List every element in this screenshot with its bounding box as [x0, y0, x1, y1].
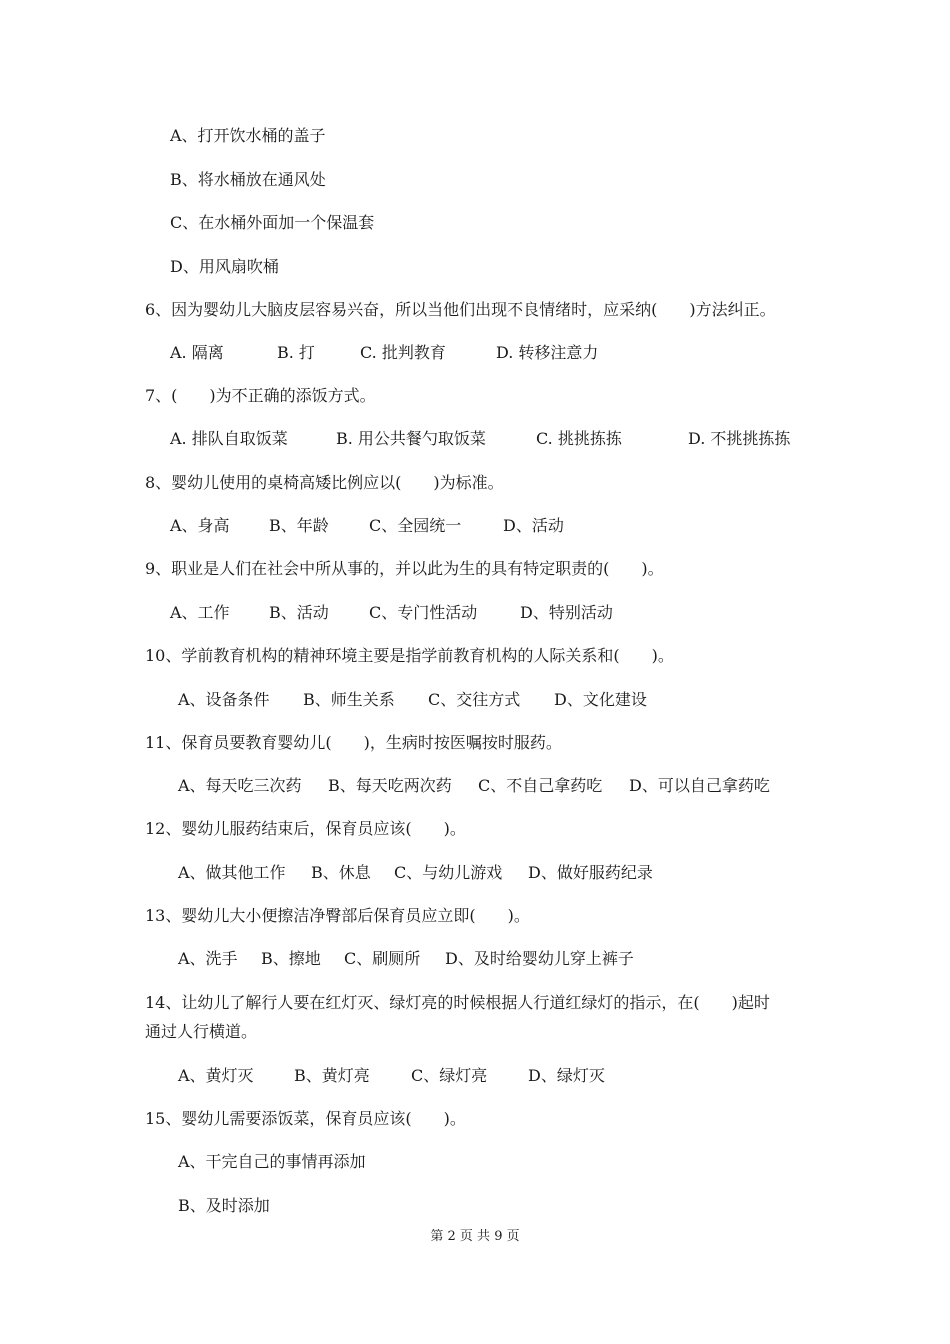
question-14-stem-line2: 通过人行横道。	[145, 1022, 258, 1041]
question-7-options	[0, 428, 950, 450]
q14-option-b: B、黄灯亮	[294, 1066, 370, 1085]
q5-option-a: A、打开饮水桶的盖子	[170, 126, 326, 145]
q8-option-a: A、身高	[170, 516, 230, 535]
q9-option-c: C、专门性活动	[369, 603, 478, 622]
question-11-options	[0, 775, 950, 797]
q8-option-b: B、年龄	[269, 516, 329, 535]
q8-option-c: C、全园统一	[369, 516, 462, 535]
question-9-options	[0, 602, 950, 624]
question-6-options	[0, 342, 950, 364]
question-10-stem: 10、学前教育机构的精神环境主要是指学前教育机构的人际关系和( )。	[145, 646, 674, 665]
question-13-stem: 13、婴幼儿大小便擦洁净臀部后保育员应立即( )。	[145, 906, 530, 925]
question-14-stem-line1: 14、让幼儿了解行人要在红灯灭、绿灯亮的时候根据人行道红绿灯的指示，在( )起时	[145, 993, 770, 1012]
q15-option-b: B、及时添加	[178, 1196, 270, 1215]
page-number-footer: 第 2 页 共 9 页	[430, 1229, 520, 1244]
question-10-options	[0, 689, 950, 711]
q11-option-c: C、不自己拿药吃	[478, 776, 603, 795]
q7-option-d: D. 不挑挑拣拣	[688, 429, 791, 448]
q13-option-a: A、洗手	[178, 949, 238, 968]
q11-option-b: B、每天吃两次药	[328, 776, 452, 795]
q8-option-d: D、活动	[503, 516, 564, 535]
q10-option-d: D、文化建设	[554, 690, 647, 709]
q7-option-b: B. 用公共餐勺取饭菜	[336, 429, 486, 448]
question-11-stem: 11、保育员要教育婴幼儿( )，生病时按医嘱按时服药。	[145, 733, 562, 752]
question-13-options	[0, 948, 950, 970]
q14-option-d: D、绿灯灭	[528, 1066, 605, 1085]
question-8-options	[0, 515, 950, 537]
q5-option-d: D、用风扇吹桶	[170, 257, 279, 276]
q12-option-b: B、休息	[311, 863, 371, 882]
q9-option-d: D、特别活动	[520, 603, 613, 622]
question-12-options	[0, 862, 950, 884]
q5-option-c: C、在水桶外面加一个保温套	[170, 213, 375, 232]
question-15-stem: 15、婴幼儿需要添饭菜，保育员应该( )。	[145, 1109, 466, 1128]
q6-option-c: C. 批判教育	[360, 343, 446, 362]
question-9-stem: 9、职业是人们在社会中所从事的，并以此为生的具有特定职责的( )。	[145, 559, 664, 578]
q12-option-a: A、做其他工作	[178, 863, 286, 882]
q6-option-d: D. 转移注意力	[496, 343, 599, 362]
q15-option-a: A、干完自己的事情再添加	[178, 1152, 366, 1171]
q10-option-a: A、设备条件	[178, 690, 270, 709]
q14-option-a: A、黄灯灭	[178, 1066, 254, 1085]
q10-option-b: B、师生关系	[303, 690, 395, 709]
question-6-stem: 6、因为婴幼儿大脑皮层容易兴奋，所以当他们出现不良情绪时，应采纳( )方法纠正。	[145, 300, 776, 319]
q6-option-a: A. 隔离	[170, 343, 224, 362]
q12-option-d: D、做好服药纪录	[528, 863, 653, 882]
q7-option-c: C. 挑挑拣拣	[536, 429, 622, 448]
question-7-stem: 7、( )为不正确的添饭方式。	[145, 386, 376, 405]
q5-option-b: B、将水桶放在通风处	[170, 170, 326, 189]
q7-option-a: A. 排队自取饭菜	[170, 429, 288, 448]
q14-option-c: C、绿灯亮	[411, 1066, 488, 1085]
q10-option-c: C、交往方式	[428, 690, 521, 709]
q13-option-b: B、擦地	[261, 949, 321, 968]
question-14-options	[0, 1065, 950, 1087]
q11-option-d: D、可以自己拿药吃	[629, 776, 770, 795]
q13-option-c: C、刷厕所	[344, 949, 421, 968]
q6-option-b: B. 打	[277, 343, 315, 362]
q9-option-b: B、活动	[269, 603, 329, 622]
q9-option-a: A、工作	[170, 603, 230, 622]
q11-option-a: A、每天吃三次药	[178, 776, 302, 795]
question-8-stem: 8、婴幼儿使用的桌椅高矮比例应以( )为标准。	[145, 473, 504, 492]
question-12-stem: 12、婴幼儿服药结束后，保育员应该( )。	[145, 819, 466, 838]
q12-option-c: C、与幼儿游戏	[394, 863, 503, 882]
q13-option-d: D、及时给婴幼儿穿上裤子	[445, 949, 634, 968]
